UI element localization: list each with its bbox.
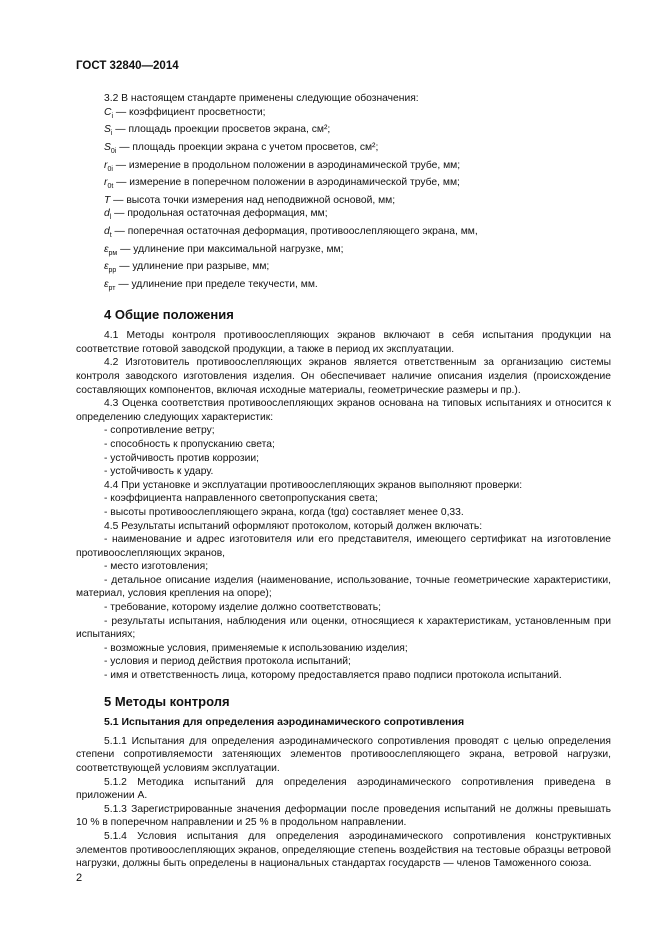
- s3-intro: 3.2 В настоящем стандарте применены следующие обозначения:: [104, 93, 419, 104]
- para-5-1-2: 5.1.2 Методика испытаний для определения аэродинамического сопротивления приведена в приложении А.: [76, 776, 611, 802]
- para-4-2: 4.2 Изготовитель противоослепляющих экранов является ответственным за организацию системы контроля заводского изготовления изделия. Он обеспечивает наличие описания изделия (происхождение составляющих компонентов, включая исходные материалы, геометрические размеры и пр.).: [76, 357, 611, 396]
- para-5-1-4: 5.1.4 Условия испытания для определения аэродинамического сопротивления конструктивных элементов противоослепляющих экранов, определяющие степень воздействия на тестовые образцы ветровой нагрузки, должны быть определены в национальных стандартах государств — членов Таможенного союза.: [76, 830, 611, 870]
- list-item: - результаты испытания, наблюдения или оценки, относящиеся к характеристикам, установленным при испытаниях;: [76, 615, 611, 641]
- symbol-item: $d_t$ — поперечная остаточная деформация, противоослепляющего экрана, мм,: [104, 226, 478, 240]
- list-item: - место изготовления;: [104, 561, 209, 573]
- page-number: 2: [76, 872, 83, 884]
- para-5-1-3: 5.1.3 Зарегистрированные значения деформации после проведения испытаний не должны превышать 10 % в поперечном направлении и 25 % в продольном направлении.: [76, 803, 611, 829]
- list-item: - устойчивость против коррозии;: [104, 452, 259, 464]
- section-4-title: 4 Общие положения: [104, 306, 234, 322]
- symbol-item: $r_{0i}$ — измерение в продольном положении в аэродинамической трубе, мм;: [104, 159, 461, 173]
- symbol-item: $\varepsilon_{рт}$ — удлинение при пределе текучести, мм.: [104, 278, 318, 292]
- list-4-3: [76, 424, 611, 478]
- page-content: [76, 92, 611, 871]
- symbol-item: T — высота точки измерения над неподвижной основой, мм;: [104, 194, 396, 206]
- list-item: - коэффициента направленного светопропускания света;: [104, 493, 378, 505]
- list-item: - сопротивление ветру;: [104, 425, 215, 437]
- list-item: - устойчивость к удару.: [104, 466, 214, 478]
- list-4-4: [76, 492, 611, 519]
- list-item: - детальное описание изделия (наименование, использование, точные геометрические характеристики, материал, условия крепления на опоре);: [76, 574, 611, 600]
- para-4-5: 4.5 Результаты испытаний оформляют протоколом, который должен включать:: [104, 520, 483, 532]
- para-4-4: 4.4 При установке и эксплуатации противоослепляющих экранов выполняют проверки:: [104, 479, 523, 491]
- para-5-1-1: 5.1.1 Испытания для определения аэродинамического сопротивления проводят с целью определения степени сопротивляемости затеняющих элементов противоослепляющего экрана, ветровой нагрузки, соответствующей условиям эксплуатации.: [76, 735, 611, 774]
- symbol-item: $\varepsilon_{рм}$ — удлинение при максимальной нагрузке, мм;: [104, 243, 344, 257]
- list-item: - способность к пропусканию света;: [104, 438, 275, 450]
- list-item: - условия и период действия протокола испытаний;: [104, 656, 351, 668]
- symbol-item: $r_{0t}$ — измерение в поперечном положении в аэродинамической трубе, мм;: [104, 177, 460, 191]
- list-4-5: [76, 533, 611, 683]
- list-item: - наименование и адрес изготовителя или его представителя, имеющего сертификат на изготовление противоослепляющих экранов,: [76, 534, 611, 559]
- subsection-5-1-title: 5.1 Испытания для определения аэродинамического сопротивления: [104, 716, 465, 729]
- para-4-3: 4.3 Оценка соответствия противоослепляющих экранов основана на типовых испытаниях и относится к определению следующих характеристик:: [76, 398, 611, 423]
- list-item: - имя и ответственность лица, которому предоставляется право подписи протокола испытаний.: [104, 670, 562, 682]
- symbol-item: $\varepsilon_{рр}$ — удлинение при разрыве, мм;: [104, 261, 270, 275]
- symbol-item: $S_{0i}$ — площадь проекции экрана с учетом просветов, см²;: [104, 141, 379, 155]
- list-item: - высоты противоослепляющего экрана, когда (tgα) составляет менее 0,33.: [104, 506, 464, 518]
- symbol-item: $S_i$ — площадь проекции просветов экрана, см²;: [104, 124, 331, 138]
- document-header: ГОСТ 32840—2014: [76, 60, 179, 72]
- symbol-list: [76, 106, 611, 296]
- list-item: - требование, которому изделие должно соответствовать;: [104, 602, 381, 614]
- symbol-item: $C_i$ — коэффициент просветности;: [104, 106, 266, 120]
- list-item: - возможные условия, применяемые к использованию изделия;: [104, 642, 408, 654]
- para-4-1: 4.1 Методы контроля противоослепляющих экранов включают в себя испытания продукции на соответствие готовой заводской продукции, а также в период их эксплуатации.: [76, 330, 611, 355]
- section-5-title: 5 Методы контроля: [104, 693, 230, 709]
- symbol-item: $d_l$ — продольная остаточная деформация, мм;: [104, 208, 328, 222]
